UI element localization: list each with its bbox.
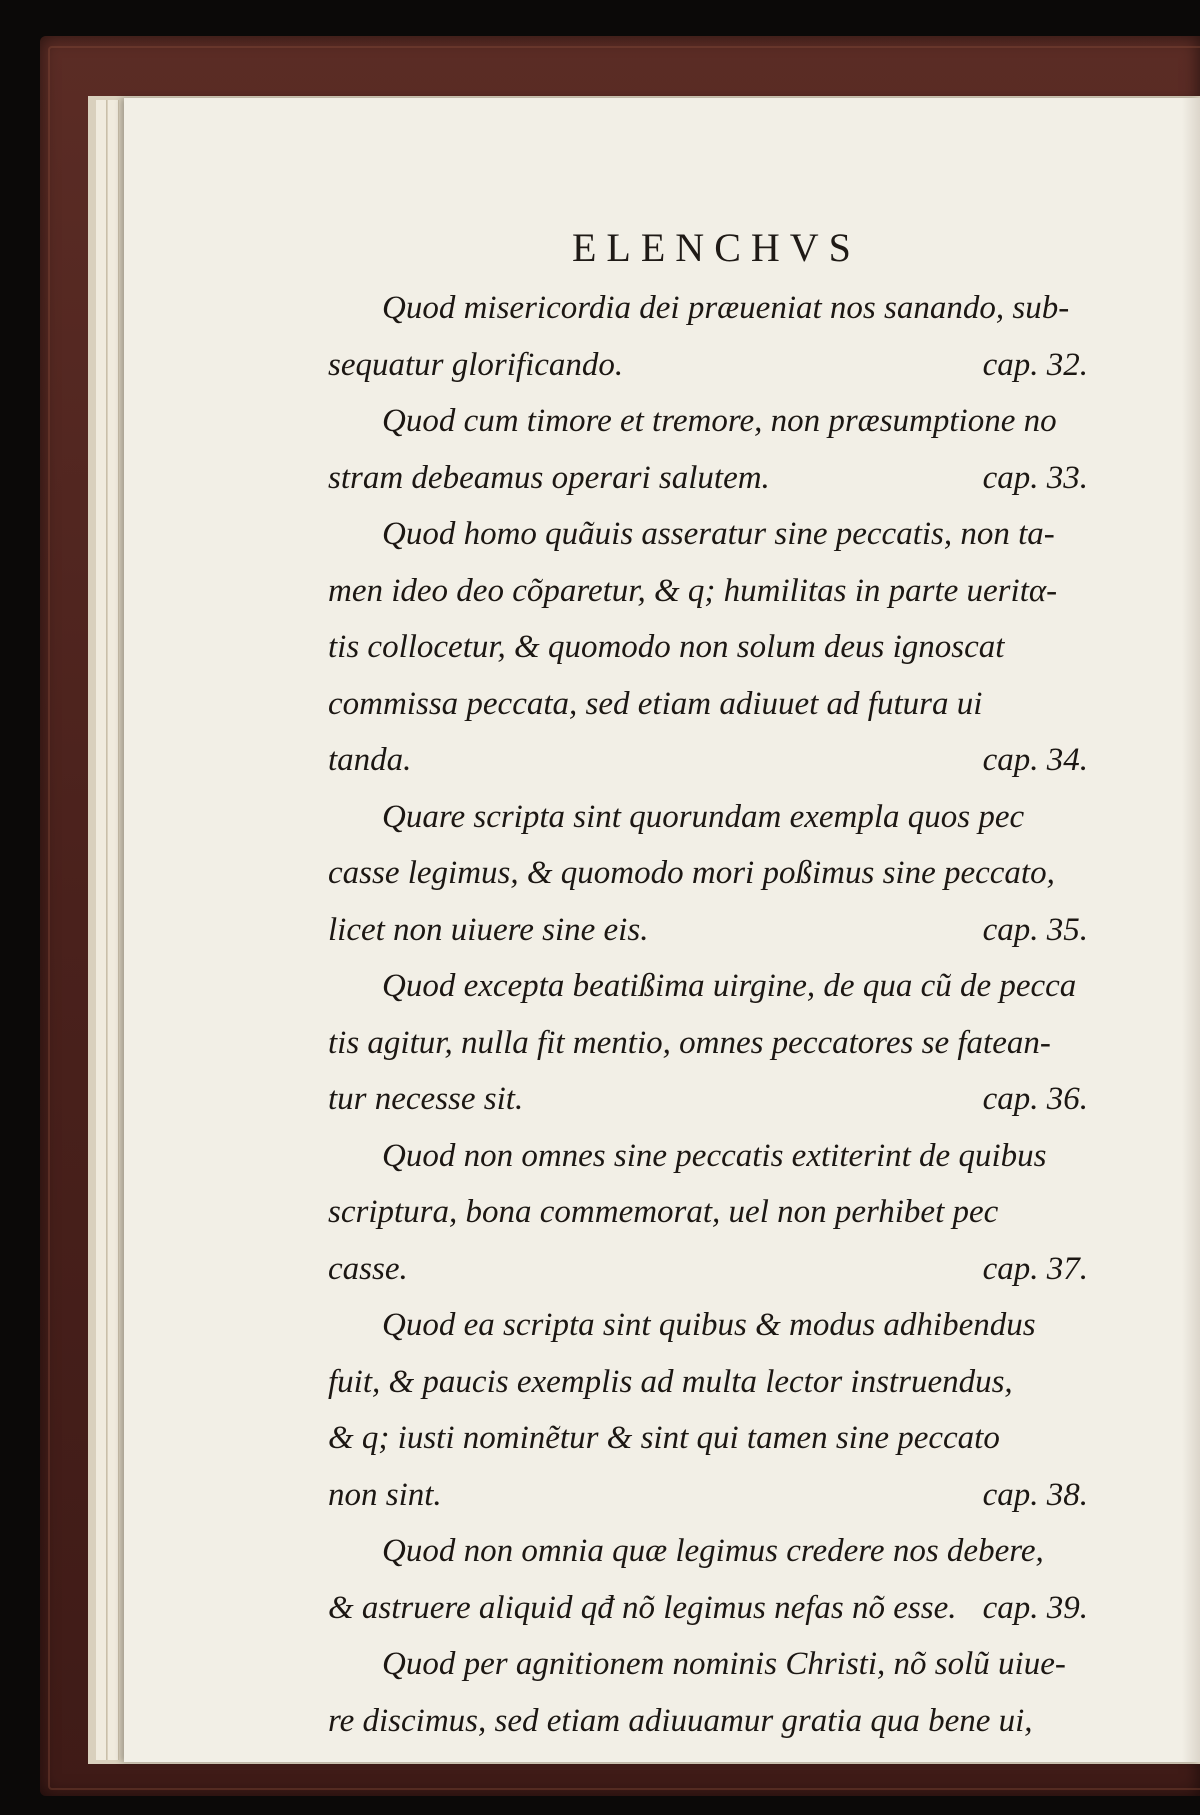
entry-text: Quod homo quãuis asseratur sine peccatis, non ta-: [382, 516, 1055, 552]
entry-text: & q; iusti nominẽtur & sint qui tamen sine peccato: [328, 1420, 1000, 1456]
entry-line: [328, 902, 1088, 959]
entry-text: licet non uiuere sine eis.: [328, 911, 649, 948]
chapter-reference: cap. 38.: [982, 1476, 1088, 1513]
entry-line: [328, 619, 1088, 676]
entry-text: Quare scripta sint quorundam exempla quos pec: [382, 798, 1025, 835]
entry-line: [328, 506, 1088, 563]
entry-line: [328, 1297, 1088, 1354]
entry-line: [328, 1071, 1088, 1128]
entry-line: [328, 789, 1088, 846]
chapter-reference: cap. 34.: [982, 742, 1088, 778]
entry-text: Quod ea scripta sint quibus & modus adhibendus: [382, 1307, 1036, 1343]
entry-text: & astruere aliquid qđ nõ legimus nefas nõ esse.: [328, 1589, 957, 1626]
entry-line: [328, 958, 1088, 1015]
entry-line: [328, 1636, 1088, 1693]
chapter-reference: cap. 33.: [982, 459, 1088, 496]
entry-text: Quod excepta beatißima uirgine, de qua cũ de pecca: [382, 968, 1077, 1004]
entry-line: [328, 1241, 1088, 1298]
toc-entry: [328, 280, 1088, 393]
entry-text: Quod per agnitionem nominis Christi, nõ solũ uiue-: [382, 1646, 1066, 1682]
entry-text: Quod non omnia quæ legimus credere nos debere,: [382, 1533, 1044, 1569]
entry-line: [328, 1467, 1088, 1524]
entry-line: [328, 1523, 1088, 1580]
entry-text: non sint.: [328, 1476, 442, 1513]
entry-text: re discimus, sed etiam adiuuamur gratia qua bene ui,: [328, 1702, 1033, 1739]
entry-text: tanda.: [328, 742, 412, 778]
entry-text: tur necesse sit.: [328, 1081, 524, 1117]
entry-line: [328, 450, 1088, 507]
chapter-reference: cap. 32.: [982, 346, 1088, 383]
entry-line: [328, 1354, 1088, 1411]
entry-line: [328, 1015, 1088, 1072]
page-edge: [108, 100, 119, 1760]
chapter-reference: cap. 35.: [982, 911, 1088, 948]
chapter-reference: cap. 37.: [982, 1250, 1088, 1287]
entry-line: [328, 676, 1088, 733]
entry-line: [328, 280, 1088, 337]
entry-line: [328, 393, 1088, 450]
entry-text: tis agitur, nulla fit mentio, omnes peccatores se fatean-: [328, 1024, 1051, 1061]
entry-text: fuit, & paucis exemplis ad multa lector instruendus,: [328, 1363, 1013, 1400]
toc-entry: [328, 506, 1088, 789]
entry-line: [328, 1580, 1088, 1637]
chapter-reference: cap. 39.: [982, 1589, 1088, 1626]
entry-line: [328, 1410, 1088, 1467]
entry-text: scriptura, bona commemorat, uel non perhibet pec: [328, 1194, 999, 1230]
toc-entry: [328, 1523, 1088, 1636]
entry-text: casse.: [328, 1250, 408, 1287]
entry-text: sequatur glorificando.: [328, 346, 624, 383]
running-head: ELENCHVS: [572, 225, 861, 270]
chapter-reference: cap. 36.: [982, 1081, 1088, 1117]
entry-text: Quod misericordia dei præueniat nos sanando, sub-: [382, 290, 1070, 326]
entry-text: Quod non omnes sine peccatis extiterint de quibus: [382, 1137, 1047, 1174]
page-edge: [96, 100, 107, 1760]
entry-text: men ideo deo cõparetur, & q; humilitas in parte ueritα-: [328, 572, 1058, 609]
entry-text: commissa peccata, sed etiam adiuuet ad futura ui: [328, 685, 983, 722]
toc-entry: [328, 1297, 1088, 1523]
entry-line: [328, 1128, 1088, 1185]
entry-text: casse legimus, & quomodo mori poßimus sine peccato,: [328, 855, 1055, 891]
entry-line: [328, 845, 1088, 902]
table-of-contents: [328, 280, 1088, 1749]
entry-line: [328, 1693, 1088, 1750]
entry-text: Quod cum timore et tremore, non præsumptione no: [382, 403, 1057, 439]
entry-line: [328, 732, 1088, 789]
entry-line: [328, 563, 1088, 620]
toc-entry: [328, 1128, 1088, 1298]
entry-line: [328, 1184, 1088, 1241]
page-gutter-shadow: [1182, 98, 1200, 1762]
toc-entry: [328, 789, 1088, 959]
entry-text: tis collocetur, & quomodo non solum deus ignoscat: [328, 629, 1005, 665]
entry-line: [328, 337, 1088, 394]
toc-entry: [328, 393, 1088, 506]
toc-entry: [328, 1636, 1088, 1749]
entry-text: stram debeamus operari salutem.: [328, 459, 770, 496]
toc-entry: [328, 958, 1088, 1128]
